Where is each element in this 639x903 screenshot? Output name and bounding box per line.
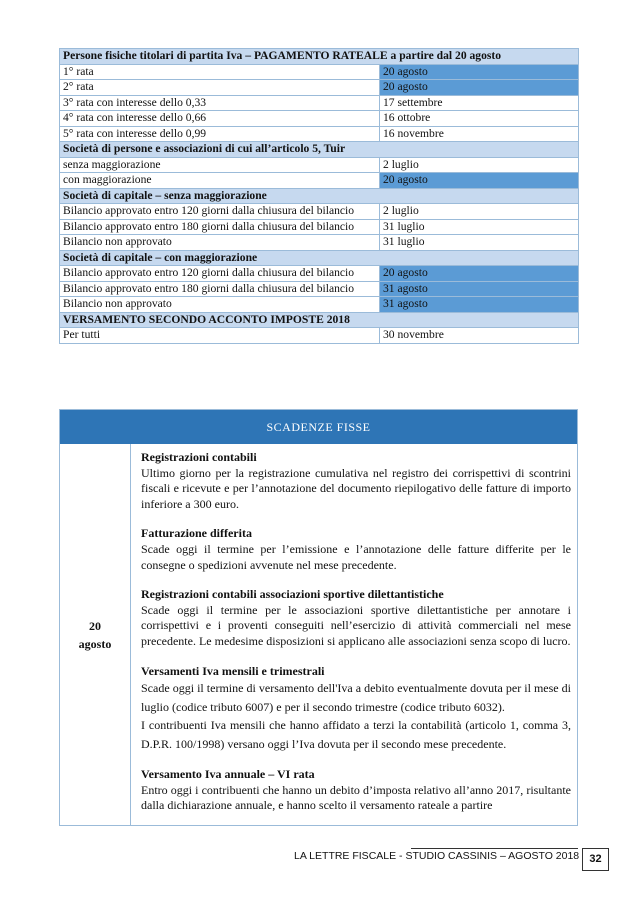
table-row (60, 266, 579, 282)
block-registrazioni (141, 450, 571, 512)
table-row (60, 126, 579, 142)
row-label: 4° rata con interesse dello 0,66 (60, 111, 380, 127)
deadline-day: 20 (89, 618, 101, 633)
table-row (60, 235, 579, 251)
block-heading: Fatturazione differita (141, 526, 252, 541)
section-header-row (60, 49, 579, 65)
row-date: 20 agosto (380, 80, 579, 96)
row-date: 31 agosto (380, 281, 579, 297)
row-date: 20 agosto (380, 266, 579, 282)
section-header: VERSAMENTO SECONDO ACCONTO IMPOSTE 2018 (60, 312, 579, 328)
row-date: 20 agosto (380, 173, 579, 189)
table-row (60, 111, 579, 127)
section-header: Società di capitale – con maggiorazione (60, 250, 579, 266)
row-date: 16 novembre (380, 126, 579, 142)
row-label: Bilancio approvato entro 180 giorni dalla chiusura del bilancio (60, 281, 380, 297)
scadenze-fisse-table (59, 409, 578, 826)
table-row (60, 173, 579, 189)
section-header: Società di persone e associazioni di cui all’articolo 5, Tuir (60, 142, 579, 158)
block-text: Ultimo giorno per la registrazione cumulativa nel registro dei corrispettivi di scontrini fiscali e ricevute e per l’annotazione del documento riepilogativo delle fatture di importo inferiore a 300 euro. (141, 465, 571, 511)
block-text: Entro oggi i contribuenti che hanno un debito d’imposta relativo all’anno 2017, risultante dalla dichiarazione annuale, e hanno scelto il versamento rateale a partire (141, 782, 571, 813)
row-label: Per tutti (60, 328, 380, 344)
deadline-content (135, 444, 577, 825)
footer-divider (411, 848, 578, 849)
table-row (60, 219, 579, 235)
table-row (60, 328, 579, 344)
block-heading: Registrazioni contabili (141, 450, 257, 464)
row-label: con maggiorazione (60, 173, 380, 189)
row-date: 2 luglio (380, 204, 579, 220)
row-label: senza maggiorazione (60, 157, 380, 173)
row-label: Bilancio approvato entro 180 giorni dalla chiusura del bilancio (60, 219, 380, 235)
table-row (60, 157, 579, 173)
section-header-row (60, 312, 579, 328)
row-date: 20 agosto (380, 64, 579, 80)
table-row (60, 95, 579, 111)
block-associazioni (141, 587, 571, 649)
row-label: 5° rata con interesse dello 0,99 (60, 126, 380, 142)
block-text: Scade oggi il termine per l’emissione e l’annotazione delle fatture differite per le consegne o spedizioni avvenute nel mese precedente. (141, 541, 571, 572)
block-versamenti-iva (141, 664, 571, 754)
row-label: 1° rata (60, 64, 380, 80)
section-header: Persone fisiche titolari di partita Iva – PAGAMENTO RATEALE a partire dal 20 agosto (60, 49, 579, 65)
footer-text: LA LETTRE FISCALE - STUDIO CASSINIS – AGOSTO 2018 (294, 850, 580, 862)
table-row (60, 204, 579, 220)
row-date: 31 luglio (380, 219, 579, 235)
scadenze-title: SCADENZE FISSE (60, 410, 577, 444)
block-heading: Registrazioni contabili associazioni sportive dilettantistiche (141, 587, 444, 602)
table-row (60, 64, 579, 80)
row-label: Bilancio approvato entro 120 giorni dalla chiusura del bilancio (60, 266, 380, 282)
section-header-row (60, 250, 579, 266)
row-date: 31 luglio (380, 235, 579, 251)
page-number: 32 (582, 848, 609, 871)
block-fatturazione (141, 526, 571, 573)
block-iva-annuale (141, 767, 571, 814)
row-label: Bilancio non approvato (60, 297, 380, 313)
row-label: 3° rata con interesse dello 0,33 (60, 95, 380, 111)
row-label: 2° rata (60, 80, 380, 96)
row-label: Bilancio approvato entro 120 giorni dalla chiusura del bilancio (60, 204, 380, 220)
block-text-2: I contribuenti Iva mensili che hanno affidato a terzi la contabilità (articolo 1, comma 3, D.P.R. 100/1998) versano oggi l’Iva dovuta per il secondo mese precedente. (141, 718, 571, 751)
block-text: Scade oggi il termine di versamento dell'Iva a debito eventualmente dovuta per il mese di luglio (codice tributo 6007) e per il secondo trimestre (codice tributo 6032). (141, 681, 571, 714)
payment-schedule-table (59, 48, 579, 344)
section-header-row (60, 188, 579, 204)
section-header-row (60, 142, 579, 158)
deadline-date-cell (60, 444, 131, 825)
table-row (60, 80, 579, 96)
deadline-month: agosto (78, 636, 112, 651)
block-text: Scade oggi il termine per le associazioni sportive dilettantistiche per annotare i corrispettivi e i proventi conseguiti nell’esercizio di attività commerciali nel mese precedente. Le medesime disposizioni si applicano alle associazioni senza scopo di lucro. (141, 602, 571, 648)
table-row (60, 281, 579, 297)
table-row (60, 297, 579, 313)
block-heading: Versamenti Iva mensili e trimestrali (141, 663, 325, 678)
row-date: 16 ottobre (380, 111, 579, 127)
row-date: 17 settembre (380, 95, 579, 111)
row-date: 30 novembre (380, 328, 579, 344)
row-label: Bilancio non approvato (60, 235, 380, 251)
section-header: Società di capitale – senza maggiorazione (60, 188, 579, 204)
block-heading: Versamento Iva annuale – VI rata (141, 767, 315, 782)
row-date: 31 agosto (380, 297, 579, 313)
row-date: 2 luglio (380, 157, 579, 173)
